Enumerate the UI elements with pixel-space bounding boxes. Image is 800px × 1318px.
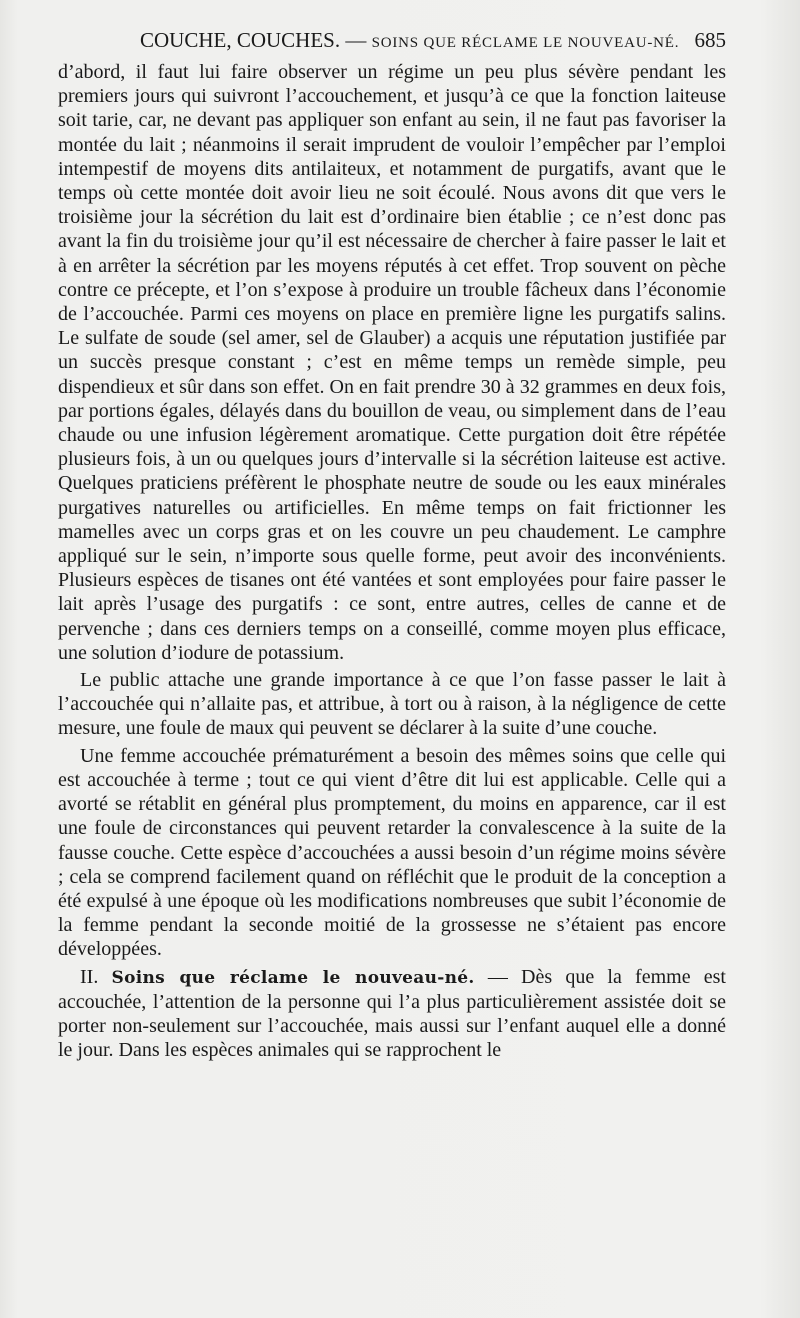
paragraph-3: Une femme accouchée prématurément a besoin des mêmes soins que celle qui est accouchée à terme ; tout ce qui vient d’être dit lui est applicable. Celle qui a avorté se rétablit en général plus promptement, du moins en apparence, car il est une foule de circonstances qui peuvent retarder la convalescence à la suite de la fausse couche. Cette espèce d’accouchées a aussi besoin d’un régime moins sévère ; cela se comprend facilement quand on réfléchit que le produit de la conception a été expulsé à une époque où les modifications nombreuses que subit l’économie de la femme pendant la seconde moitié de la grossesse ne s’étaient pas encore développées. bbox=[58, 744, 726, 961]
section-paragraph bbox=[58, 965, 726, 1063]
paragraph-1: d’abord, il faut lui faire observer un régime un peu plus sévère pendant les premiers jours qui suivront l’accouchement, et jusqu’à ce que la fonction laiteuse soit tarie, car, ne devant pas appliquer son enfant au sein, il ne faut pas favoriser la montée du lait ; néanmoins il serait imprudent de vouloir l’empêcher par l’emploi intempestif de moyens dits antilaiteux, et notamment de purgatifs, avant que le temps où cette montée doit avoir lieu ne soit écoulé. Nous avons dit que vers le troisième jour la sécrétion du lait est d’ordinaire bien établie ; ce n’est donc pas avant la fin du troisième jour qu’il est nécessaire de chercher à faire passer le lait et à en arrêter la sécrétion par les moyens réputés à cet effet. Trop souvent on pèche contre ce précepte, et l’on s’expose à produire un trouble fâcheux dans l’économie de l’accouchée. Parmi ces moyens on place en première ligne les purgatifs salins. Le sulfate de soude (sel amer, sel de Glauber) a acquis une réputation justifiée par un succès presque constant ; c’est en même temps un remède simple, peu dispendieux et sûr dans son effet. On en fait prendre 30 à 32 grammes en deux fois, par portions égales, délayés dans du bouillon de veau, ou simplement dans de l’eau chaude ou une infusion légèrement aromatique. Cette purgation doit être répétée plusieurs fois, à un ou quelques jours d’intervalle si la sécrétion laiteuse est active. Quelques praticiens préfèrent le phosphate neutre de soude ou les eaux minérales purgatives naturelles ou artificielles. En même temps on fait frictionner les mamelles avec un corps gras et on les couvre un peu chaudement. Le camphre appliqué sur le sein, n’importe sous quelle forme, peut avoir des inconvénients. Plusieurs espèces de tisanes ont été vantées et sont employées pour faire passer le lait après l’usage des purgatifs : ce sont, entre autres, celles de canne et de pervenche ; dans ces derniers temps on a conseillé, comme moyen plus efficace, une solution d’iodure de potassium. bbox=[58, 61, 726, 664]
paragraph-2: Le public attache une grande importance à ce que l’on fasse passer le lait à l’accouchée qui n’allaite pas, et attribue, à tort ou à raison, à la négligence de cette mesure, une foule de maux qui peuvent se déclarer à la suite d’une couche. bbox=[58, 669, 726, 740]
section-title: Soins que réclame le nouveau-né. bbox=[111, 967, 475, 988]
running-title-main: COUCHE, COUCHES. bbox=[140, 28, 341, 52]
body-text bbox=[58, 60, 726, 1062]
page-number: 685 bbox=[694, 28, 726, 52]
running-title-dash: — bbox=[340, 28, 372, 52]
section-text: Dès que la femme est accouchée, l’attention de la personne qui l’a plus particulièrement assistée doit se porter non-seulement sur l’accouchée, mais aussi sur l’enfant auquel elle a donné le jour. Dans les espèces animales qui se rapprochent le bbox=[58, 965, 726, 1062]
running-title bbox=[140, 28, 679, 53]
running-header bbox=[58, 28, 726, 56]
section-dash: — bbox=[474, 965, 522, 988]
section-number: II. bbox=[80, 965, 112, 988]
running-title-sub: SOINS QUE RÉCLAME LE NOUVEAU-NÉ. bbox=[371, 35, 680, 51]
